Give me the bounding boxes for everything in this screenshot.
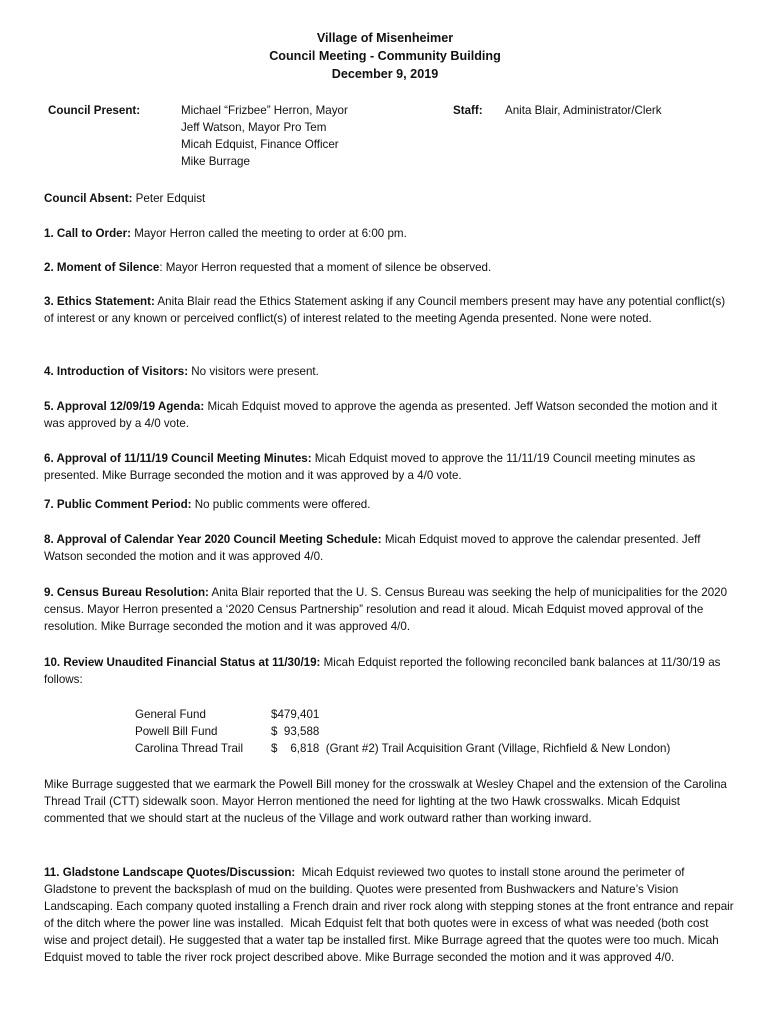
fund-amount: $ 6,818 (Grant #2) Trail Acquisition Grant (Village, Richfield & New London) <box>271 742 671 755</box>
item-text: Micah Edquist reviewed two quotes to install stone around the perimeter of Gladstone to prevent the backsplash of mud on the building. Quotes were presented from Bushwackers and Nature’s Vision Landscaping. Each company quoted installing a French drain and river rock along with stepping stones at the front entrance and repair of the ditch where the power line was installed. Micah Edquist felt that both quotes were in excess of what was needed (both cost wise and project detail). He suggested that a water tap be installed first. Mike Burrage agreed that the quotes were too much. Micah Edquist moved to table the river rock project described above. Mike Burrage seconded the motion and it was approved 4/0. <box>44 866 737 964</box>
item-text: No visitors were present. <box>188 365 319 378</box>
item-text: No public comments were offered. <box>191 498 371 511</box>
agenda-item-3 <box>44 293 734 327</box>
item-text: Micah Edquist reported the following reconciled bank balances at 11/30/19 as follows: <box>44 656 721 686</box>
bank-balances <box>135 706 735 757</box>
item-text: Micah Edquist moved to approve the 11/11/19 Council meeting minutes as presented. Mike Burrage seconded the motion and it was approved by a 4/0 vote. <box>44 452 696 482</box>
balance-row <box>135 706 735 723</box>
agenda-item-11 <box>44 864 737 966</box>
item-heading: 7. Public Comment Period: <box>44 498 192 511</box>
council-present-label: Council Present: <box>48 104 141 117</box>
item-text: Anita Blair read the Ethics Statement asking if any Council members present may have any potential conflict(s) of interest or any known or perceived conflict(s) of interest related to the meeting Agenda presented. None were noted. <box>44 295 726 325</box>
agenda-item-2 <box>44 259 734 276</box>
item-heading: 10. Review Unaudited Financial Status at 11/30/19: <box>44 656 321 669</box>
item-text: Micah Edquist moved to approve the agenda as presented. Jeff Watson seconded the motion and it was approved by a 4/0 vote. <box>44 400 718 430</box>
council-member: Michael “Frizbee” Herron, Mayor <box>181 104 348 117</box>
item-heading: 2. Moment of Silence <box>44 261 160 274</box>
item-heading: 1. Call to Order: <box>44 227 131 240</box>
attendance-block <box>48 102 728 174</box>
agenda-item-9 <box>44 584 734 635</box>
item-heading: 8. Approval of Calendar Year 2020 Council Meeting Schedule: <box>44 533 382 546</box>
item-heading: 5. Approval 12/09/19 Agenda: <box>44 400 205 413</box>
agenda-item-5 <box>44 398 734 432</box>
council-member: Micah Edquist, Finance Officer <box>181 138 339 151</box>
item-text: Mayor Herron called the meeting to order at 6:00 pm. <box>130 227 407 240</box>
item-heading: 9. Census Bureau Resolution: <box>44 586 209 599</box>
council-member: Mike Burrage <box>181 155 250 168</box>
meeting-date: December 9, 2019 <box>331 67 439 81</box>
fund-name: General Fund <box>135 708 206 721</box>
fund-amount: $ 93,588 <box>271 725 320 738</box>
staff-label: Staff: <box>453 104 483 117</box>
meeting-subtitle: Council Meeting - Community Building <box>269 49 501 63</box>
council-absent <box>44 190 734 207</box>
fund-name: Powell Bill Fund <box>135 725 218 738</box>
agenda-item-8 <box>44 531 734 565</box>
agenda-item-4 <box>44 363 734 380</box>
item-heading: 6. Approval of 11/11/19 Council Meeting Minutes: <box>44 452 312 465</box>
item-text: Micah Edquist moved to approve the calendar presented. Jeff Watson seconded the motion and it was approved 4/0. <box>44 533 701 563</box>
council-absent-names: Peter Edquist <box>132 192 206 205</box>
council-present-list <box>181 102 348 170</box>
balance-row <box>135 740 735 757</box>
item-text: : Mayor Herron requested that a moment of silence be observed. <box>159 261 492 274</box>
agenda-item-6 <box>44 450 734 484</box>
item-text: Anita Blair reported that the U. S. Census Bureau was seeking the help of municipalities for the 2020 census. Mayor Herron presented a ‘2020 Census Partnership” resolution and read it aloud. Micah Edquist moved approval of the resolution. Mike Burrage seconded the motion and it was approved 4/0. <box>44 586 728 633</box>
staff-name: Anita Blair, Administrator/Clerk <box>505 104 662 117</box>
agenda-item-7 <box>44 496 734 513</box>
item-heading: 11. Gladstone Landscape Quotes/Discussion: <box>44 866 296 879</box>
council-member: Jeff Watson, Mayor Pro Tem <box>181 121 327 134</box>
agenda-item-10 <box>44 654 734 688</box>
document-header <box>0 29 770 83</box>
balance-row <box>135 723 735 740</box>
village-title: Village of Misenheimer <box>316 31 454 45</box>
fund-name: Carolina Thread Trail <box>135 742 244 755</box>
balance-discussion: Mike Burrage suggested that we earmark the Powell Bill money for the crosswalk at Wesley Chapel and the extension of the Carolina Thread Trail (CTT) sidewalk soon. Mayor Herron mentioned the need for lighting at the two Hawk crosswalks. Micah Edquist commented that we should start at the nucleus of the Village and work outward rather than working inward. <box>44 778 727 825</box>
agenda-item-1 <box>44 225 734 242</box>
fund-amount: $479,401 <box>271 708 320 721</box>
item-heading: 4. Introduction of Visitors: <box>44 365 189 378</box>
council-absent-label: Council Absent: <box>44 192 133 205</box>
item-heading: 3. Ethics Statement: <box>44 295 155 308</box>
